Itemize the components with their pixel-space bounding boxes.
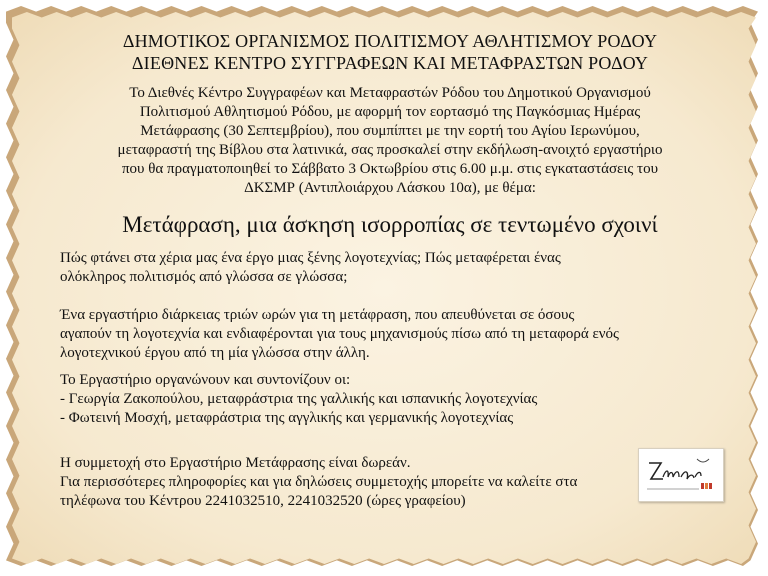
workshop-line: Ένα εργαστήριο διάρκειας τριών ωρών για τη μετάφραση, που απευθύνεται σε όσους (60, 307, 575, 323)
intro-line: Μετάφρασης (30 Σεπτεμβρίου), που συμπίπτει με την εορτή του Αγίου Ιερωνύμου, (140, 123, 640, 139)
center-name: ΔΙΕΘΝΕΣ ΚΕΝΤΡΟ ΣΥΓΓΡΑΦΕΩΝ ΚΑΙ ΜΕΤΑΦΡΑΣΤΩΝ ΡΟΔΟΥ (131, 53, 649, 73)
contact-phones: τηλέφωνα του Κέντρου 2241032510, 2241032520 (ώρες γραφείου) (60, 493, 466, 509)
question-line: Πώς φτάνει στα χέρια μας ένα έργο μιας ξένης λογοτεχνίας; Πώς μεταφέρεται ένας (60, 250, 561, 266)
contact-line: Για περισσότερες πληροφορίες και για δηλώσεις συμμετοχής μπορείτε να καλείτε στα (60, 474, 578, 490)
logo-graphic-icon (639, 449, 723, 501)
intro-line: ΔΚΣΜΡ (Αντιπλοιάρχου Λάσκου 10α), με θέμα: (244, 180, 536, 196)
invitation (60, 30, 720, 511)
organization-header (60, 30, 720, 74)
organizer-item: - Γεωργία Ζακοπούλου, μεταφράστρια της γαλλικής και ισπανικής λογοτεχνίας (60, 391, 538, 407)
workshop-line: λογοτεχνικού έργου από τη μία γλώσσα στην άλλη. (60, 345, 370, 361)
intro-line: Πολιτισμού Αθλητισμού Ρόδου, με αφορμή τον εορτασμό της Παγκόσμιας Ημέρας (139, 104, 641, 120)
question-line: ολόκληρος πολιτισμός από γλώσσα σε γλώσσα; (60, 269, 348, 285)
workshop-line: αγαπούν τη λογοτεχνία και ενδιαφέρονται για τους μηχανισμούς πίσω από τη μεταφορά ενός (60, 326, 619, 342)
question-paragraph (60, 249, 720, 287)
organizers-heading: Το Εργαστήριο οργανώνουν και συντονίζουν οι: (60, 372, 351, 388)
organizer-item: - Φωτεινή Μοσχή, μεταφράστρια της αγγλικής και γερμανικής λογοτεχνίας (60, 410, 514, 426)
organizers-section (60, 371, 720, 428)
intro-line: που θα πραγματοποιηθεί το Σάββατο 3 Οκτωβρίου στις 6.00 μ.μ. στις εγκαταστάσεις του (121, 161, 659, 177)
workshop-theme-title: Μετάφραση, μια άσκηση ισορροπίας σε τεντωμένο σχοινί (122, 212, 658, 237)
workshop-description (60, 306, 720, 363)
organization-name: ΔΗΜΟΤΙΚΟΣ ΟΡΓΑΝΙΣΜΟΣ ΠΟΛΙΤΙΣΜΟΥ ΑΘΛΗΤΙΣΜΟΥ ΡΟΔΟΥ (122, 31, 658, 51)
footer-info (60, 454, 720, 511)
intro-line: μεταφραστή της Βίβλου στα λατινικά, σας προσκαλεί στην εκδήλωση-ανοιχτό εργαστήριο (117, 142, 663, 158)
free-participation-note: Η συμμετοχή στο Εργαστήριο Μετάφρασης είναι δωρεάν. (60, 455, 411, 471)
intro-line: Το Διεθνές Κέντρο Συγγραφέων και Μεταφραστών Ρόδου του Δημοτικού Οργανισμού (129, 85, 651, 101)
handwritten-logo (638, 448, 724, 502)
intro-paragraph (60, 84, 720, 198)
